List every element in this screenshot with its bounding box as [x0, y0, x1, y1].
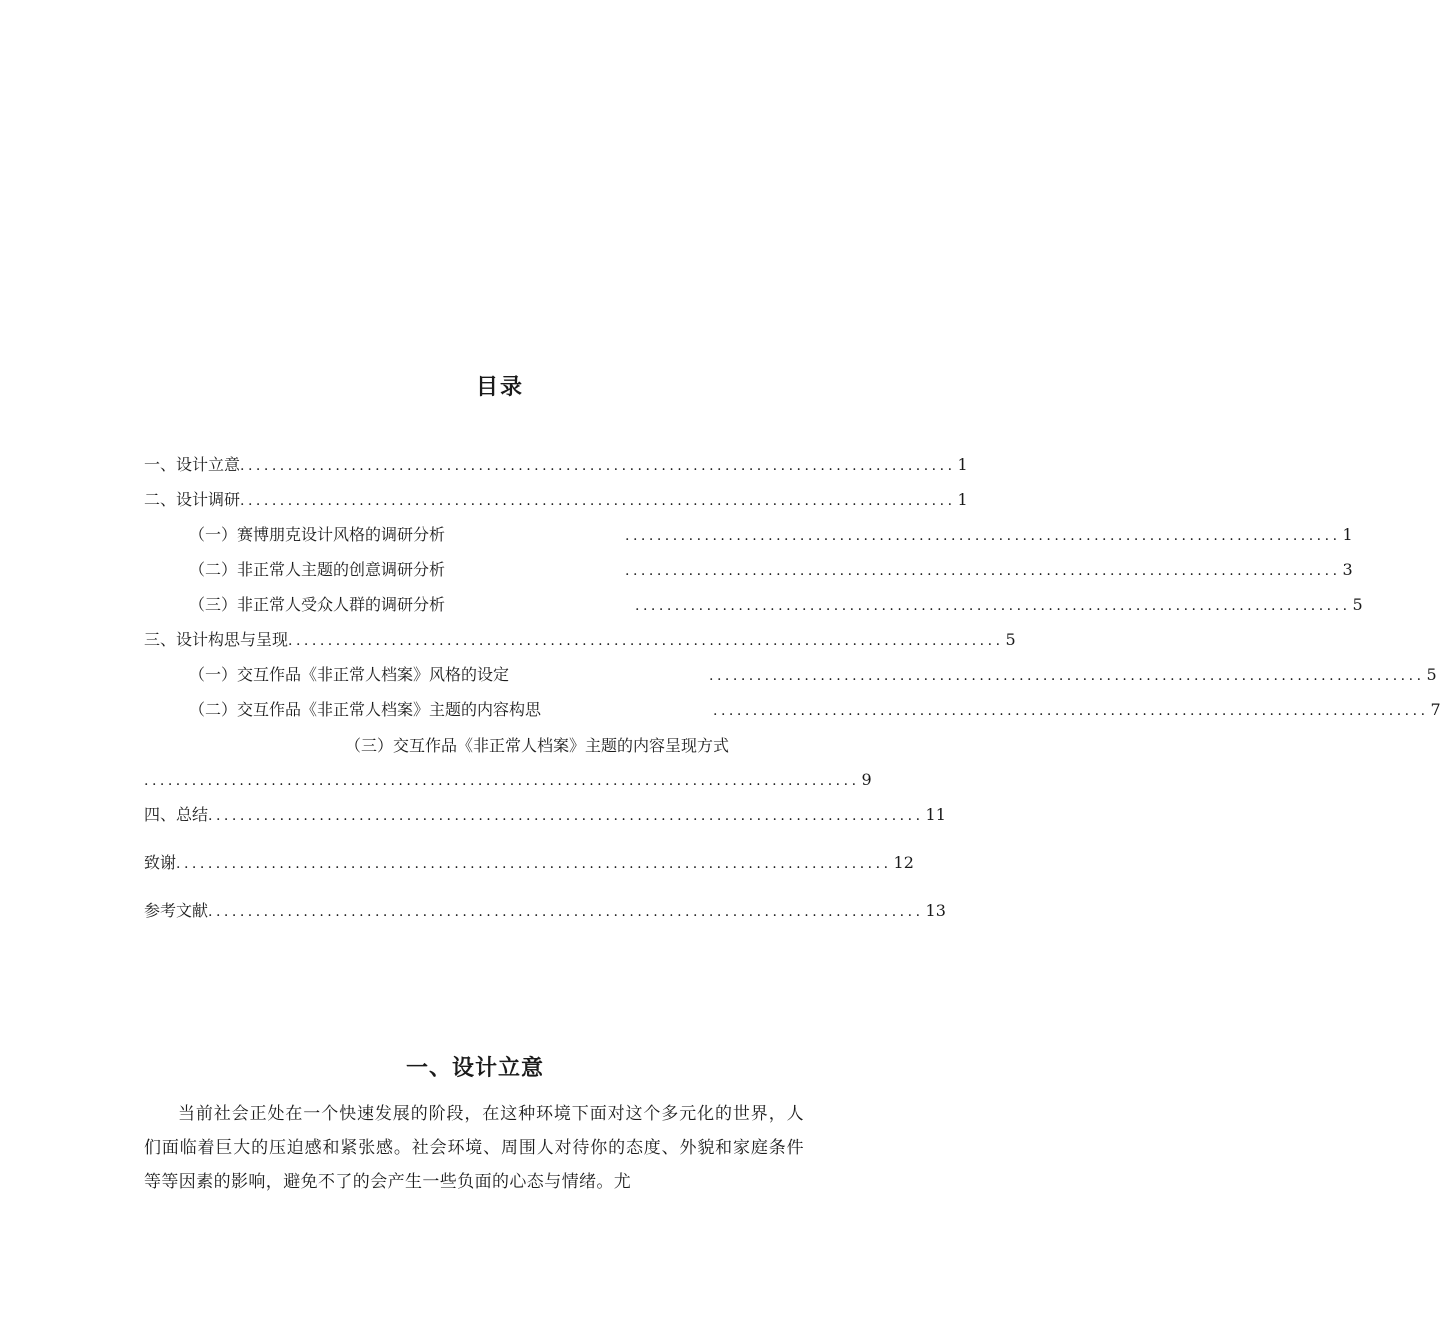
- toc-entry[interactable]: [144, 488, 968, 512]
- toc-leader: ..........................................................................................: [709, 668, 1425, 684]
- toc-entry[interactable]: [144, 453, 968, 477]
- toc-page-number: 5: [1005, 630, 1016, 649]
- toc-entry[interactable]: [144, 851, 914, 875]
- section-heading: 一、设计立意: [405, 1056, 544, 1081]
- toc-page-number: 1: [957, 455, 968, 474]
- toc-entry-label[interactable]: （三）交互作品《非正常人档案》主题的内容呈现方式: [345, 736, 730, 755]
- toc-leader: ..........................................................................................: [635, 598, 1351, 614]
- toc-page-number: 3: [1342, 560, 1353, 579]
- toc-page-number: 5: [1352, 595, 1363, 614]
- toc-entry[interactable]: [189, 663, 1437, 687]
- toc-entry-label: （二）非正常人主题的创意调研分析: [189, 560, 446, 579]
- toc-entry[interactable]: [144, 803, 946, 827]
- body-paragraph: 当前社会正处在一个快速发展的阶段，在这种环境下面对这个多元化的世界，人们面临着巨大的压迫感和紧张感。社会环境、周围人对待你的态度、外貌和家庭条件等等因素的影响，避免不了的会产生一些负面的心态与情绪。尤: [144, 1104, 804, 1192]
- toc-page-number: 11: [925, 805, 946, 824]
- toc-entry-label: 参考文献: [144, 901, 209, 920]
- toc-page-number: 9: [861, 770, 872, 789]
- toc-page-number: 13: [925, 901, 946, 920]
- toc-leader: ..........................................................................................: [208, 904, 924, 920]
- toc-entry[interactable]: [144, 899, 946, 923]
- toc-entry-label: （二）交互作品《非正常人档案》主题的内容构思: [189, 700, 542, 719]
- toc-title: 目录: [475, 375, 524, 400]
- toc-leader: ..........................................................................................: [208, 808, 924, 824]
- toc-page-number: 7: [1430, 700, 1441, 719]
- toc-entry-label: 一、设计立意: [144, 455, 241, 474]
- toc-page-number: 12: [893, 853, 914, 872]
- toc-entry-label: 二、设计调研: [144, 490, 241, 509]
- toc-entry[interactable]: [144, 628, 1016, 652]
- toc-leader: ..........................................................................................: [240, 458, 956, 474]
- toc-leader: ..........................................................................................: [288, 633, 1004, 649]
- toc-leader: ..........................................................................................: [713, 703, 1429, 719]
- toc-entry-label: 四、总结: [144, 805, 209, 824]
- toc-leader: ..........................................................................................: [240, 493, 956, 509]
- toc-entry[interactable]: [189, 593, 1363, 617]
- toc-entry-label: 致谢: [144, 853, 177, 872]
- toc-page-number: 1: [957, 490, 968, 509]
- toc-entry-label: 三、设计构思与呈现: [144, 630, 289, 649]
- toc-leader: ..........................................................................................: [625, 563, 1341, 579]
- toc-entry-label: （一）交互作品《非正常人档案》风格的设定: [189, 665, 510, 684]
- toc-entry-label: （一）赛博朋克设计风格的调研分析: [189, 525, 446, 544]
- toc-page-number: 1: [1342, 525, 1353, 544]
- toc-leader: ..........................................................................................: [144, 773, 860, 789]
- toc-leader: ..........................................................................................: [625, 528, 1341, 544]
- toc-entry[interactable]: [189, 523, 1353, 547]
- toc-entry-label: （三）非正常人受众人群的调研分析: [189, 595, 446, 614]
- toc-page-number: 5: [1426, 665, 1437, 684]
- toc-leader: ..........................................................................................: [176, 856, 892, 872]
- toc-entry[interactable]: [144, 768, 872, 792]
- toc-entry[interactable]: [189, 558, 1353, 582]
- toc-entry[interactable]: [189, 698, 1441, 722]
